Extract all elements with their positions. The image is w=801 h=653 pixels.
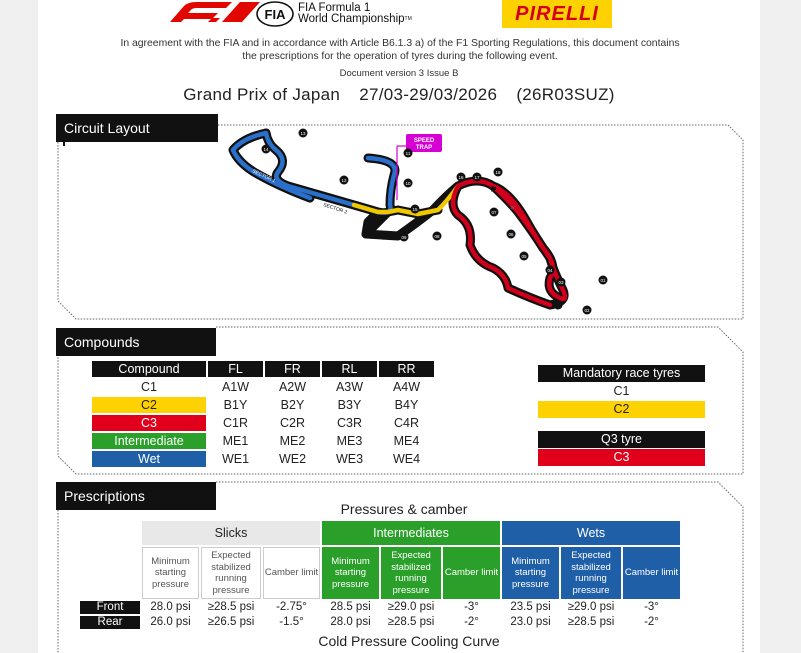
chequered-flag-icon: ⚑ <box>490 185 498 194</box>
fia-line-1: FIA Formula 1 <box>298 2 371 14</box>
compound-name: Wet <box>92 451 206 467</box>
tyre-code: WE1 <box>221 452 250 466</box>
turn-markers <box>262 129 608 315</box>
turn-number: 09 <box>401 234 407 240</box>
group-header-wets: Wets <box>502 521 680 545</box>
tyre-code: B4Y <box>394 398 419 412</box>
pressure-value: 23.5 psi <box>510 601 551 613</box>
sector-1-label: SECTOR 1 <box>251 168 277 185</box>
tyre-code: ME4 <box>393 434 420 448</box>
section-title-compounds: Compounds <box>64 334 140 350</box>
col-header-fl: FL <box>208 361 263 377</box>
turn-number: 05 <box>521 253 527 259</box>
turn-number: 04 <box>547 267 553 273</box>
sub-header: Camber limit <box>443 547 500 599</box>
pressures-camber-title: Pressures & camber <box>340 501 468 517</box>
compounds-table <box>90 359 436 469</box>
pressure-value: -1.5° <box>279 616 304 628</box>
tyre-code: B3Y <box>337 398 362 412</box>
speed-trap-label-2: TRAP <box>415 145 433 151</box>
pressure-value: 26.0 psi <box>150 616 191 628</box>
cold-pressure-title: Cold Pressure Cooling Curve <box>318 633 500 649</box>
turn-number: 01 <box>600 277 606 283</box>
group-header-intermediates: Intermediates <box>322 521 500 545</box>
sub-header-row <box>80 547 680 599</box>
tyre-code: C1R <box>222 416 248 430</box>
tyre-code: WE4 <box>392 452 421 466</box>
sub-header: Minimum starting pressure <box>142 547 199 599</box>
pressure-value: -2.75° <box>276 601 307 613</box>
compound-name: Intermediate <box>92 433 206 449</box>
section-title-prescriptions: Prescriptions <box>64 488 145 504</box>
pressure-row <box>80 601 680 614</box>
svg-text:FIA: FIA <box>264 7 286 22</box>
q3-title: Q3 tyre <box>538 431 705 448</box>
pressures-body <box>80 601 680 629</box>
tyre-code: A3W <box>335 380 364 394</box>
q3-tyre <box>538 431 705 467</box>
tyre-code: WE3 <box>335 452 364 466</box>
turn-number: 06 <box>508 231 514 237</box>
turn-number: 08 <box>434 233 440 239</box>
sub-header: Camber limit <box>623 547 680 599</box>
tyre-code: A2W <box>278 380 307 394</box>
mandatory-race-tyres <box>538 365 705 419</box>
tyre-code: A1W <box>221 380 250 394</box>
col-header-rr: RR <box>379 361 434 377</box>
pressure-value: 28.0 psi <box>330 616 371 628</box>
compounds-header-row <box>92 361 434 377</box>
pressure-value: ≥26.5 psi <box>207 616 255 628</box>
tyre-code: C3R <box>336 416 362 430</box>
pressure-value: ≥28.5 psi <box>207 601 255 613</box>
compound-row <box>92 415 434 431</box>
axle-label: Rear <box>80 616 140 629</box>
turn-number: 18 <box>495 169 501 175</box>
axle-label: Front <box>80 601 140 614</box>
turn-number: 10 <box>405 180 411 186</box>
pressure-value: -3° <box>644 601 659 613</box>
trademark-mark: TM <box>404 16 412 22</box>
col-header-rl: RL <box>322 361 377 377</box>
pressure-row <box>80 616 680 629</box>
mandatory-tyre-1: C1 <box>538 383 705 400</box>
compound-name: C2 <box>92 397 206 413</box>
group-header-spacer <box>80 521 140 545</box>
compound-row <box>92 379 434 395</box>
sub-header-spacer <box>80 547 140 599</box>
section-title-circuit: Circuit Layout <box>64 120 150 136</box>
sub-header: Minimum starting pressure <box>322 547 379 599</box>
document-version: Document version 3 Issue B <box>339 68 459 79</box>
pressure-value: 28.0 psi <box>150 601 191 613</box>
tyre-code: ME3 <box>336 434 363 448</box>
compound-row <box>92 451 434 467</box>
sub-header: Camber limit <box>263 547 320 599</box>
pressure-value: ≥29.0 psi <box>387 601 435 613</box>
turn-number: 12 <box>341 177 347 183</box>
pressure-value: -2° <box>644 616 659 628</box>
compound-row <box>92 397 434 413</box>
intro-line-2: the prescriptions for the operation of tyres during the following event. <box>242 51 558 62</box>
pressure-value: ≥28.5 psi <box>567 616 615 628</box>
document-page <box>38 0 760 653</box>
compound-name: C3 <box>92 415 206 431</box>
intro-line-1: In agreement with the FIA and in accordance with Article B6.1.3 a) of the F1 Sporting Regulations, this document contains <box>120 38 680 49</box>
turn-number: 07 <box>491 209 497 215</box>
event-name: Grand Prix of Japan <box>183 85 341 104</box>
pressure-value: -3° <box>464 601 479 613</box>
group-header-slicks: Slicks <box>142 521 320 545</box>
mandatory-title: Mandatory race tyres <box>538 365 705 382</box>
fia-line-2: World Championship <box>298 13 405 25</box>
pressure-value: ≥28.5 psi <box>387 616 435 628</box>
col-header-compound: Compound <box>92 361 206 377</box>
turn-number: 17 <box>474 174 480 180</box>
tyre-code: ME1 <box>222 434 249 448</box>
turn-number: 13 <box>300 130 306 136</box>
compound-row <box>92 433 434 449</box>
turn-number: 02 <box>584 307 590 313</box>
tyre-code: B2Y <box>280 398 305 412</box>
turn-number: 11 <box>405 150 411 156</box>
turn-number: 16 <box>458 174 464 180</box>
prescriptions-table <box>78 519 682 631</box>
tyre-code: B1Y <box>223 398 248 412</box>
pressure-value: ≥29.0 psi <box>567 601 615 613</box>
sector-2-label: SECTOR 2 <box>322 202 348 216</box>
event-code: (26R03SUZ) <box>516 85 615 104</box>
turn-number: 14 <box>263 146 269 152</box>
tyre-code: ME2 <box>279 434 306 448</box>
sub-header: Expected stabilized running pressure <box>381 547 441 599</box>
track-sectors <box>233 130 565 305</box>
sub-header: Expected stabilized running pressure <box>561 547 621 599</box>
tyre-code: C2R <box>279 416 305 430</box>
direction-arrow-icon: » <box>510 203 515 212</box>
pirelli-wordmark: PIRELLI <box>515 3 599 25</box>
col-header-fr: FR <box>265 361 320 377</box>
sub-header: Expected stabilized running pressure <box>201 547 261 599</box>
pressure-value: 28.5 psi <box>330 601 371 613</box>
tyre-code: WE2 <box>278 452 307 466</box>
mandatory-tyre-2: C2 <box>538 401 705 418</box>
tyre-code: A4W <box>392 380 421 394</box>
turn-number: 03 <box>558 279 564 285</box>
speed-trap-label-1: SPEED <box>413 138 435 144</box>
compounds-body <box>92 379 434 467</box>
turn-number: 15 <box>412 206 418 212</box>
pressure-value: -2° <box>464 616 479 628</box>
compound-name: C1 <box>92 379 206 395</box>
sub-header: Minimum starting pressure <box>502 547 559 599</box>
event-dates: 27/03-29/03/2026 <box>359 85 498 104</box>
tyre-code: C4R <box>393 416 419 430</box>
group-header-row <box>80 521 680 545</box>
q3-tyre-value: C3 <box>538 449 705 466</box>
pressure-value: 23.0 psi <box>510 616 551 628</box>
